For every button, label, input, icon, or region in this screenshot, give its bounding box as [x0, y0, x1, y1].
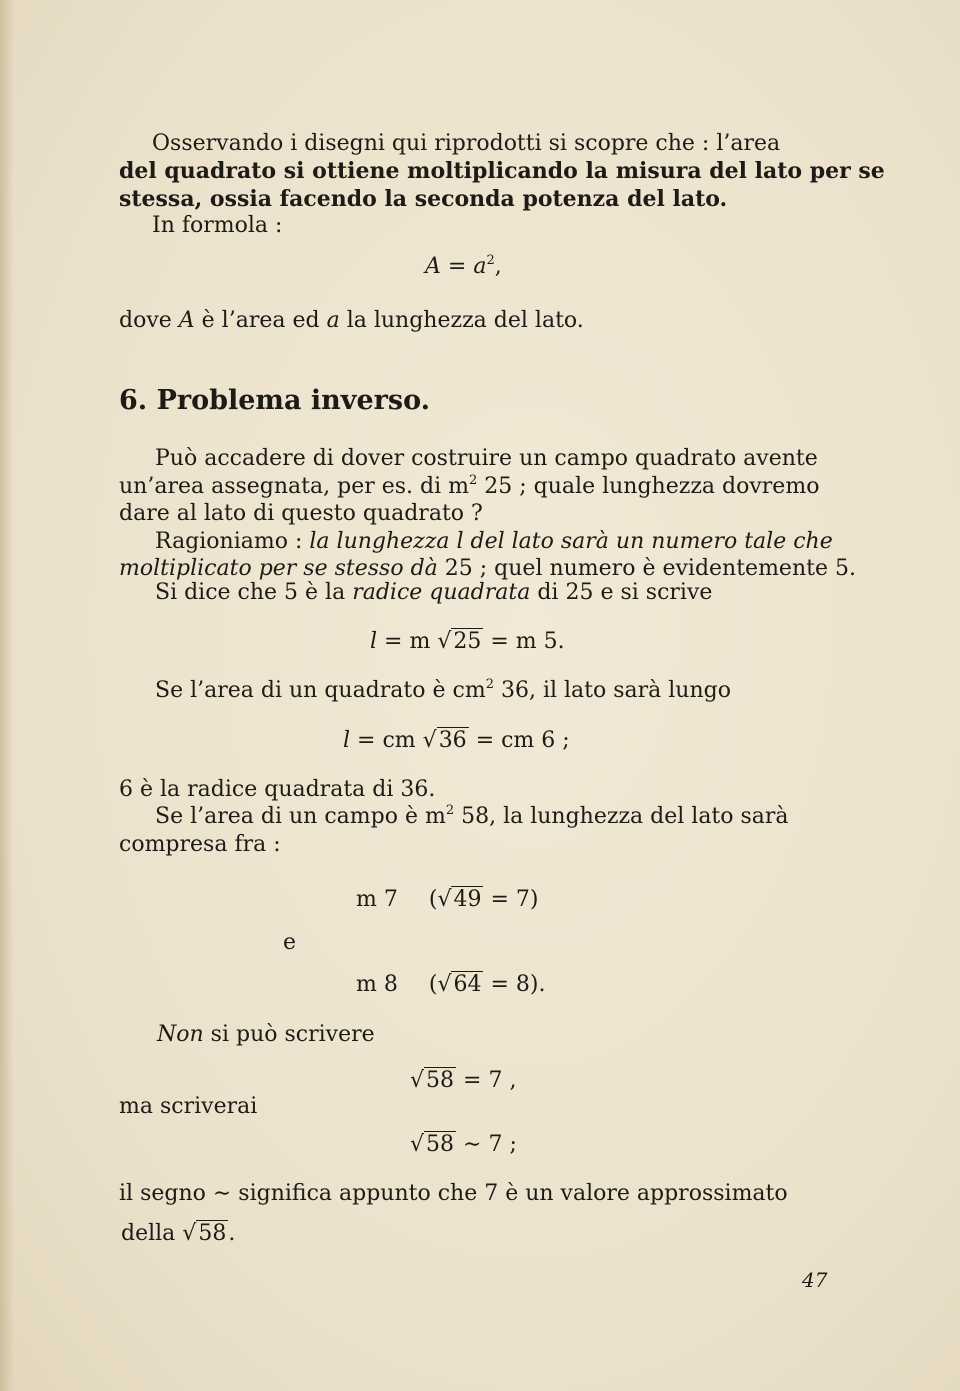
text-line — [121, 1221, 235, 1247]
radicand: 25 — [453, 629, 482, 654]
text: Si dice che 5 è la — [155, 580, 353, 605]
radicand: 36 — [438, 728, 467, 753]
page-edge-shadow — [0, 0, 14, 1391]
text: m 7 — [356, 887, 398, 912]
text: = cm — [357, 728, 416, 753]
text-line — [155, 580, 712, 606]
text: Se l’area di un quadrato è cm — [155, 678, 486, 703]
text: 25 ; quale lunghezza dovremo — [477, 474, 820, 499]
text: 36, il lato sarà lungo — [493, 678, 731, 703]
formula-root-49 — [356, 887, 539, 913]
radicand: 58 — [198, 1221, 227, 1246]
radicand: 64 — [453, 972, 482, 997]
radicand: 58 — [426, 1068, 455, 1093]
text: ∼ 7 ; — [463, 1132, 517, 1157]
text-line — [119, 556, 856, 582]
formula-area — [425, 254, 502, 280]
text: 25 ; quel numero è evidentemente 5. — [437, 556, 856, 581]
symbol-a: a — [473, 254, 487, 279]
section-heading: 6. Problema inverso. — [119, 385, 431, 416]
exponent: 2 — [469, 473, 478, 488]
text-line: In formola : — [152, 213, 283, 238]
text: = cm 6 ; — [475, 728, 570, 753]
text-line: ma scriverai — [119, 1094, 258, 1119]
exponent: 2 — [485, 677, 494, 692]
text-line — [152, 130, 780, 157]
text: = 8). — [490, 972, 546, 997]
text: 58, la lunghezza del lato sarà — [454, 804, 789, 829]
text-line: 6 è la radice quadrata di 36. — [119, 777, 436, 802]
symbol-a: a — [326, 308, 340, 333]
exponent: 2 — [486, 253, 495, 268]
radical-sign: √ — [422, 728, 437, 753]
radical-sign: √ — [437, 629, 452, 654]
radical-sign: √ — [182, 1221, 197, 1246]
text: si può scrivere — [203, 1022, 375, 1047]
symbol-A: A — [425, 254, 441, 279]
text: è l’area ed — [201, 308, 320, 333]
text-line — [119, 308, 584, 334]
text-line — [157, 1022, 375, 1048]
symbol-l: l — [343, 728, 351, 753]
text: Se l’area di un campo è m — [155, 804, 446, 829]
text-line: Può accadere di dover costruire un campo quadrato avente — [155, 446, 818, 471]
text: . — [228, 1221, 236, 1246]
equals-sign: = — [447, 254, 467, 279]
italic-text: Non — [157, 1022, 204, 1047]
text: Ragioniamo : — [155, 529, 310, 554]
radical-sign: √ — [437, 887, 452, 912]
text-line: compresa fra : — [119, 832, 281, 857]
radicand: 58 — [426, 1132, 455, 1157]
radical-sign: √ — [410, 1132, 425, 1157]
text-line — [155, 678, 731, 704]
italic-text: la lunghezza l del lato sarà un numero tale che — [309, 529, 833, 554]
text-normal: Osservando i disegni qui riprodotti si scopre che : l’area — [152, 131, 781, 156]
page-number: 47 — [802, 1268, 828, 1292]
formula-root-58-eq — [410, 1068, 516, 1094]
exponent: 2 — [445, 803, 455, 818]
text: di 25 e si scrive — [530, 580, 713, 605]
formula-root-64 — [356, 972, 545, 998]
symbol-A: A — [178, 308, 195, 333]
text-line: e — [283, 930, 297, 955]
formula-root-25 — [370, 629, 565, 655]
text: = 7) — [490, 887, 539, 912]
text: m 8 — [356, 972, 398, 997]
text: ( — [428, 887, 438, 912]
text-line: del quadrato si ottiene moltiplicando la misura del lato per se — [119, 158, 885, 184]
radical-sign: √ — [410, 1068, 425, 1093]
text-line — [155, 529, 833, 555]
symbol-l: l — [370, 629, 378, 654]
text-line — [119, 474, 819, 500]
text: ( — [428, 972, 438, 997]
radical-sign: √ — [437, 972, 452, 997]
text: dove — [119, 308, 172, 333]
text: un’area assegnata, per es. di m — [119, 474, 470, 499]
text-line: stessa, ossia facendo la seconda potenza del lato. — [119, 186, 728, 212]
italic-text: moltiplicato per se stesso dà — [119, 556, 438, 581]
formula-root-58-approx — [410, 1132, 517, 1158]
text: = m 5. — [490, 629, 565, 654]
text: della — [121, 1221, 176, 1246]
text-line: dare al lato di questo quadrato ? — [119, 501, 483, 526]
text: = 7 , — [463, 1068, 517, 1093]
comma: , — [494, 254, 502, 279]
radicand: 49 — [453, 887, 482, 912]
text-line: il segno ∼ significa appunto che 7 è un valore approssimato — [119, 1181, 788, 1206]
text: = m — [384, 629, 431, 654]
formula-root-36 — [343, 728, 570, 754]
text-line — [155, 804, 789, 830]
text: la lunghezza del lato. — [346, 308, 584, 333]
italic-text: radice quadrata — [352, 580, 531, 605]
